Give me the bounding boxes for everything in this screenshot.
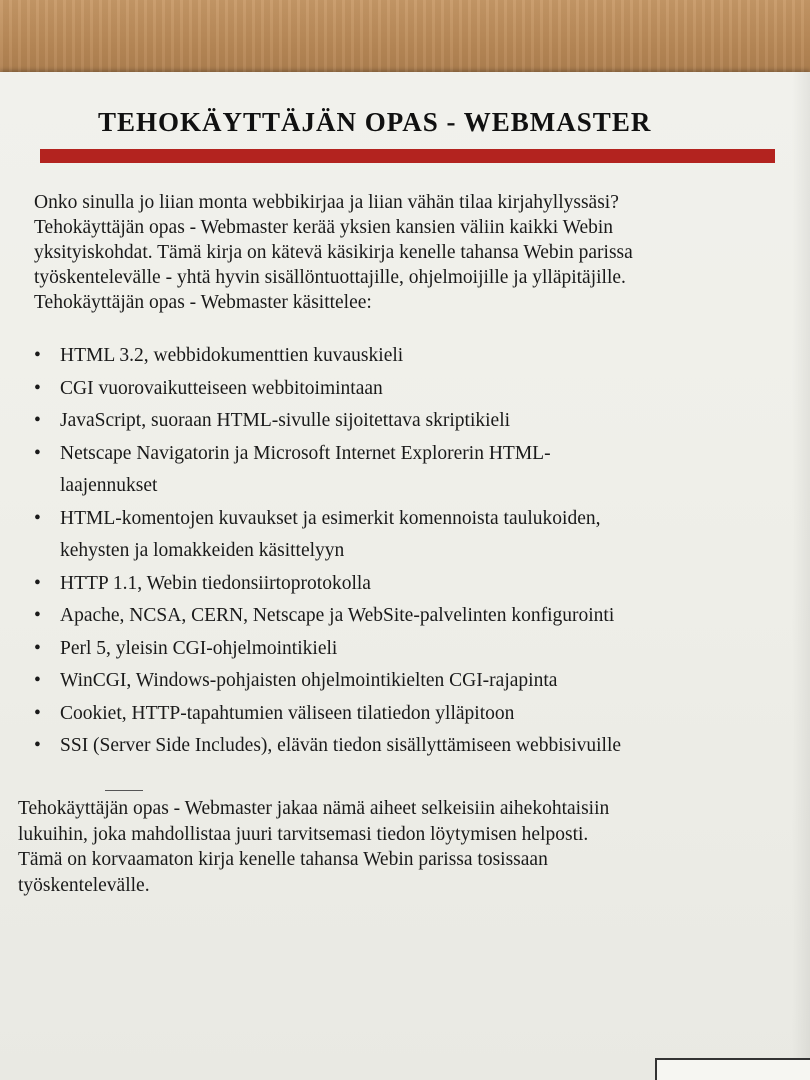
closing-line: Tämä on korvaamaton kirja kenelle tahansa Webin parissa tosissaan bbox=[18, 849, 548, 870]
topic-item bbox=[34, 438, 621, 503]
bullet-icon: • bbox=[34, 637, 41, 659]
topic-item bbox=[34, 405, 621, 438]
bullet-icon: • bbox=[34, 605, 41, 626]
bullet-icon: • bbox=[34, 702, 41, 724]
topic-text: Netscape Navigatorin ja Microsoft Internet Explorerin HTML- bbox=[60, 442, 551, 464]
topic-text: CGI vuorovaikutteiseen webbitoimintaan bbox=[60, 377, 383, 399]
topic-item bbox=[34, 600, 621, 633]
topic-text: JavaScript, suoraan HTML-sivulle sijoitettava skriptikieli bbox=[60, 410, 511, 431]
topic-item bbox=[34, 373, 621, 406]
intro-line: yksityiskohdat. Tämä kirja on kätevä käsikirja kenelle tahansa Webin parissa bbox=[34, 242, 633, 263]
intro-line: Tehokäyttäjän opas - Webmaster käsittelee: bbox=[34, 292, 372, 313]
topic-text: WinCGI, Windows-pohjaisten ohjelmointikielten CGI-rajapinta bbox=[60, 670, 558, 691]
bullet-icon: • bbox=[34, 377, 41, 399]
topic-text: HTML 3.2, webbidokumenttien kuvauskieli bbox=[60, 345, 404, 366]
bullet-icon: • bbox=[34, 345, 41, 366]
bullet-icon: • bbox=[34, 507, 41, 529]
topic-item bbox=[34, 503, 621, 568]
bullet-icon: • bbox=[34, 572, 41, 594]
topic-text: HTTP 1.1, Webin tiedonsiirtoprotokolla bbox=[60, 572, 371, 594]
topic-text: SSI (Server Side Includes), elävän tiedon sisällyttämiseen webbisivuille bbox=[60, 735, 622, 756]
cover-edge-shadow bbox=[792, 72, 810, 1080]
intro-line: työskentelevälle - yhtä hyvin sisällöntuottajille, ohjelmoijille ja ylläpitäjille. bbox=[34, 267, 626, 288]
bullet-icon: • bbox=[34, 410, 41, 431]
topic-text: HTML-komentojen kuvaukset ja esimerkit komennoista taulukoiden, bbox=[60, 507, 601, 529]
barcode-box-edge bbox=[655, 1058, 810, 1080]
topic-text: Cookiet, HTTP-tapahtumien väliseen tilatiedon ylläpitoon bbox=[60, 702, 515, 724]
intro-line: Onko sinulla jo liian monta webbikirjaa ja liian vähän tilaa kirjahyllyssäsi? bbox=[34, 192, 619, 213]
topic-item bbox=[34, 665, 621, 698]
topic-item bbox=[34, 340, 621, 373]
topic-text-continued: kehysten ja lomakkeiden käsittelyyn bbox=[60, 540, 345, 561]
topic-item bbox=[34, 730, 621, 763]
topic-text: Perl 5, yleisin CGI-ohjelmointikieli bbox=[60, 637, 338, 659]
bullet-icon: • bbox=[34, 442, 41, 464]
closing-paragraph bbox=[18, 796, 609, 898]
red-title-rule bbox=[40, 149, 775, 163]
topic-item bbox=[34, 633, 621, 666]
topic-list bbox=[34, 340, 621, 763]
intro-line: Tehokäyttäjän opas - Webmaster kerää yksien kansien väliin kaikki Webin bbox=[34, 217, 614, 238]
closing-line: työskentelevälle. bbox=[18, 874, 150, 896]
topic-item bbox=[34, 568, 621, 601]
section-divider bbox=[105, 790, 143, 791]
closing-line: lukuihin, joka mahdollistaa juuri tarvitsemasi tiedon löytymisen helposti. bbox=[18, 823, 589, 845]
topic-text-continued: laajennukset bbox=[60, 475, 158, 496]
bullet-icon: • bbox=[34, 735, 41, 756]
topic-text: Apache, NCSA, CERN, Netscape ja WebSite-palvelinten konfigurointi bbox=[60, 605, 615, 626]
intro-paragraph bbox=[34, 190, 633, 315]
topic-item bbox=[34, 698, 621, 731]
book-title: TEHOKÄYTTÄJÄN OPAS - WEBMASTER bbox=[98, 107, 652, 137]
bullet-icon: • bbox=[34, 670, 41, 691]
closing-line: Tehokäyttäjän opas - Webmaster jakaa nämä aiheet selkeisiin aihekohtaisiin bbox=[18, 798, 610, 819]
